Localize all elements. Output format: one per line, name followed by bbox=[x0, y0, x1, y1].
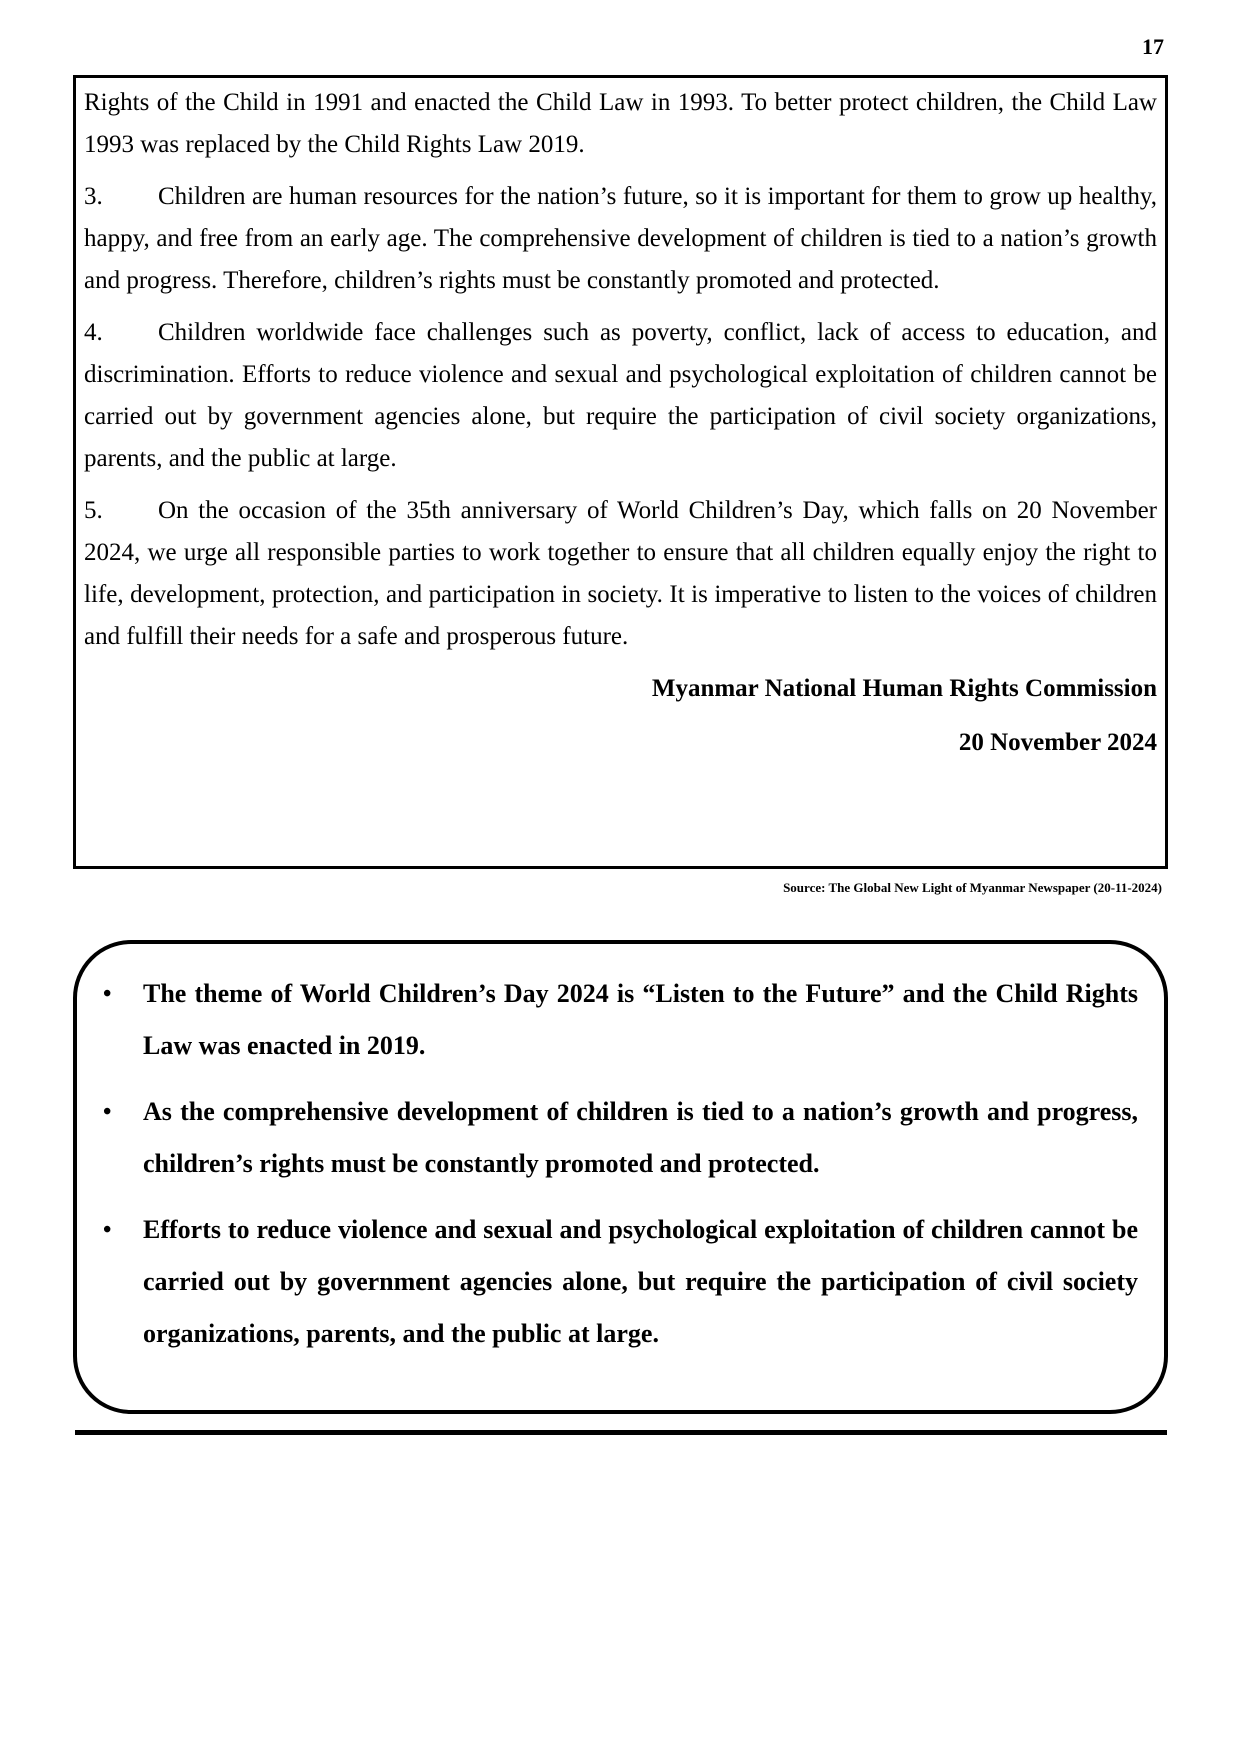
summary-bullet-list bbox=[103, 968, 1138, 1360]
page-number: 17 bbox=[1142, 34, 1164, 59]
bullet-icon: • bbox=[103, 1217, 112, 1243]
statement-paragraph-3 bbox=[84, 176, 1157, 302]
paragraph-text: On the occasion of the 35th anniversary of World Children’s Day, which falls on 20 November 2024, we urge all responsible parties to work together to ensure that all children equally enjoy the right to life, development, protection, and participation in society. It is imperative to listen to the voices of children and fulfill their needs for a safe and prosperous future. bbox=[84, 497, 1157, 650]
statement-box bbox=[73, 75, 1168, 869]
paragraph-text: Children worldwide face challenges such as poverty, conflict, lack of access to education, and discrimination. Efforts to reduce violence and sexual and psychological exploitation of children cannot be carried out by government agencies alone, but require the participation of civil society organizations, parents, and the public at large. bbox=[84, 319, 1157, 472]
list-item bbox=[103, 1086, 1138, 1190]
paragraph-number: 4. bbox=[84, 319, 103, 346]
statement-paragraph-5 bbox=[84, 490, 1157, 658]
bullet-text: As the comprehensive development of children is tied to a nation’s growth and progress, children’s rights must be constantly promoted and protected. bbox=[143, 1097, 1138, 1178]
signature-date: 20 November 2024 bbox=[958, 729, 1157, 756]
bottom-divider bbox=[75, 1430, 1167, 1435]
bullet-icon: • bbox=[103, 1099, 112, 1125]
paragraph-number: 3. bbox=[84, 183, 103, 210]
bullet-text: The theme of World Children’s Day 2024 is “Listen to the Future” and the Child Rights Law was enacted in 2019. bbox=[143, 979, 1138, 1060]
list-item bbox=[103, 968, 1138, 1072]
bullet-text: Efforts to reduce violence and sexual and psychological exploitation of children cannot be carried out by government agencies alone, but require the participation of civil society organizations, parents, and the public at large. bbox=[143, 1215, 1138, 1348]
list-item bbox=[103, 1204, 1138, 1360]
paragraph-text: Children are human resources for the nation’s future, so it is important for them to grow up healthy, happy, and free from an early age. The comprehensive development of children is tied to a nation’s growth and progress. Therefore, children’s rights must be constantly promoted and protected. bbox=[84, 183, 1157, 294]
statement-paragraph-4 bbox=[84, 312, 1157, 480]
summary-box bbox=[73, 940, 1168, 1414]
bullet-icon: • bbox=[103, 981, 112, 1007]
signature-organization: Myanmar National Human Rights Commission bbox=[651, 675, 1157, 702]
paragraph-number: 5. bbox=[84, 497, 103, 524]
statement-intro-paragraph: Rights of the Child in 1991 and enacted the Child Law in 1993. To better protect children, the Child Law 1993 was replaced by the Child Rights Law 2019. bbox=[84, 89, 1157, 158]
source-citation: Source: The Global New Light of Myanmar Newspaper (20-11-2024) bbox=[783, 880, 1162, 895]
